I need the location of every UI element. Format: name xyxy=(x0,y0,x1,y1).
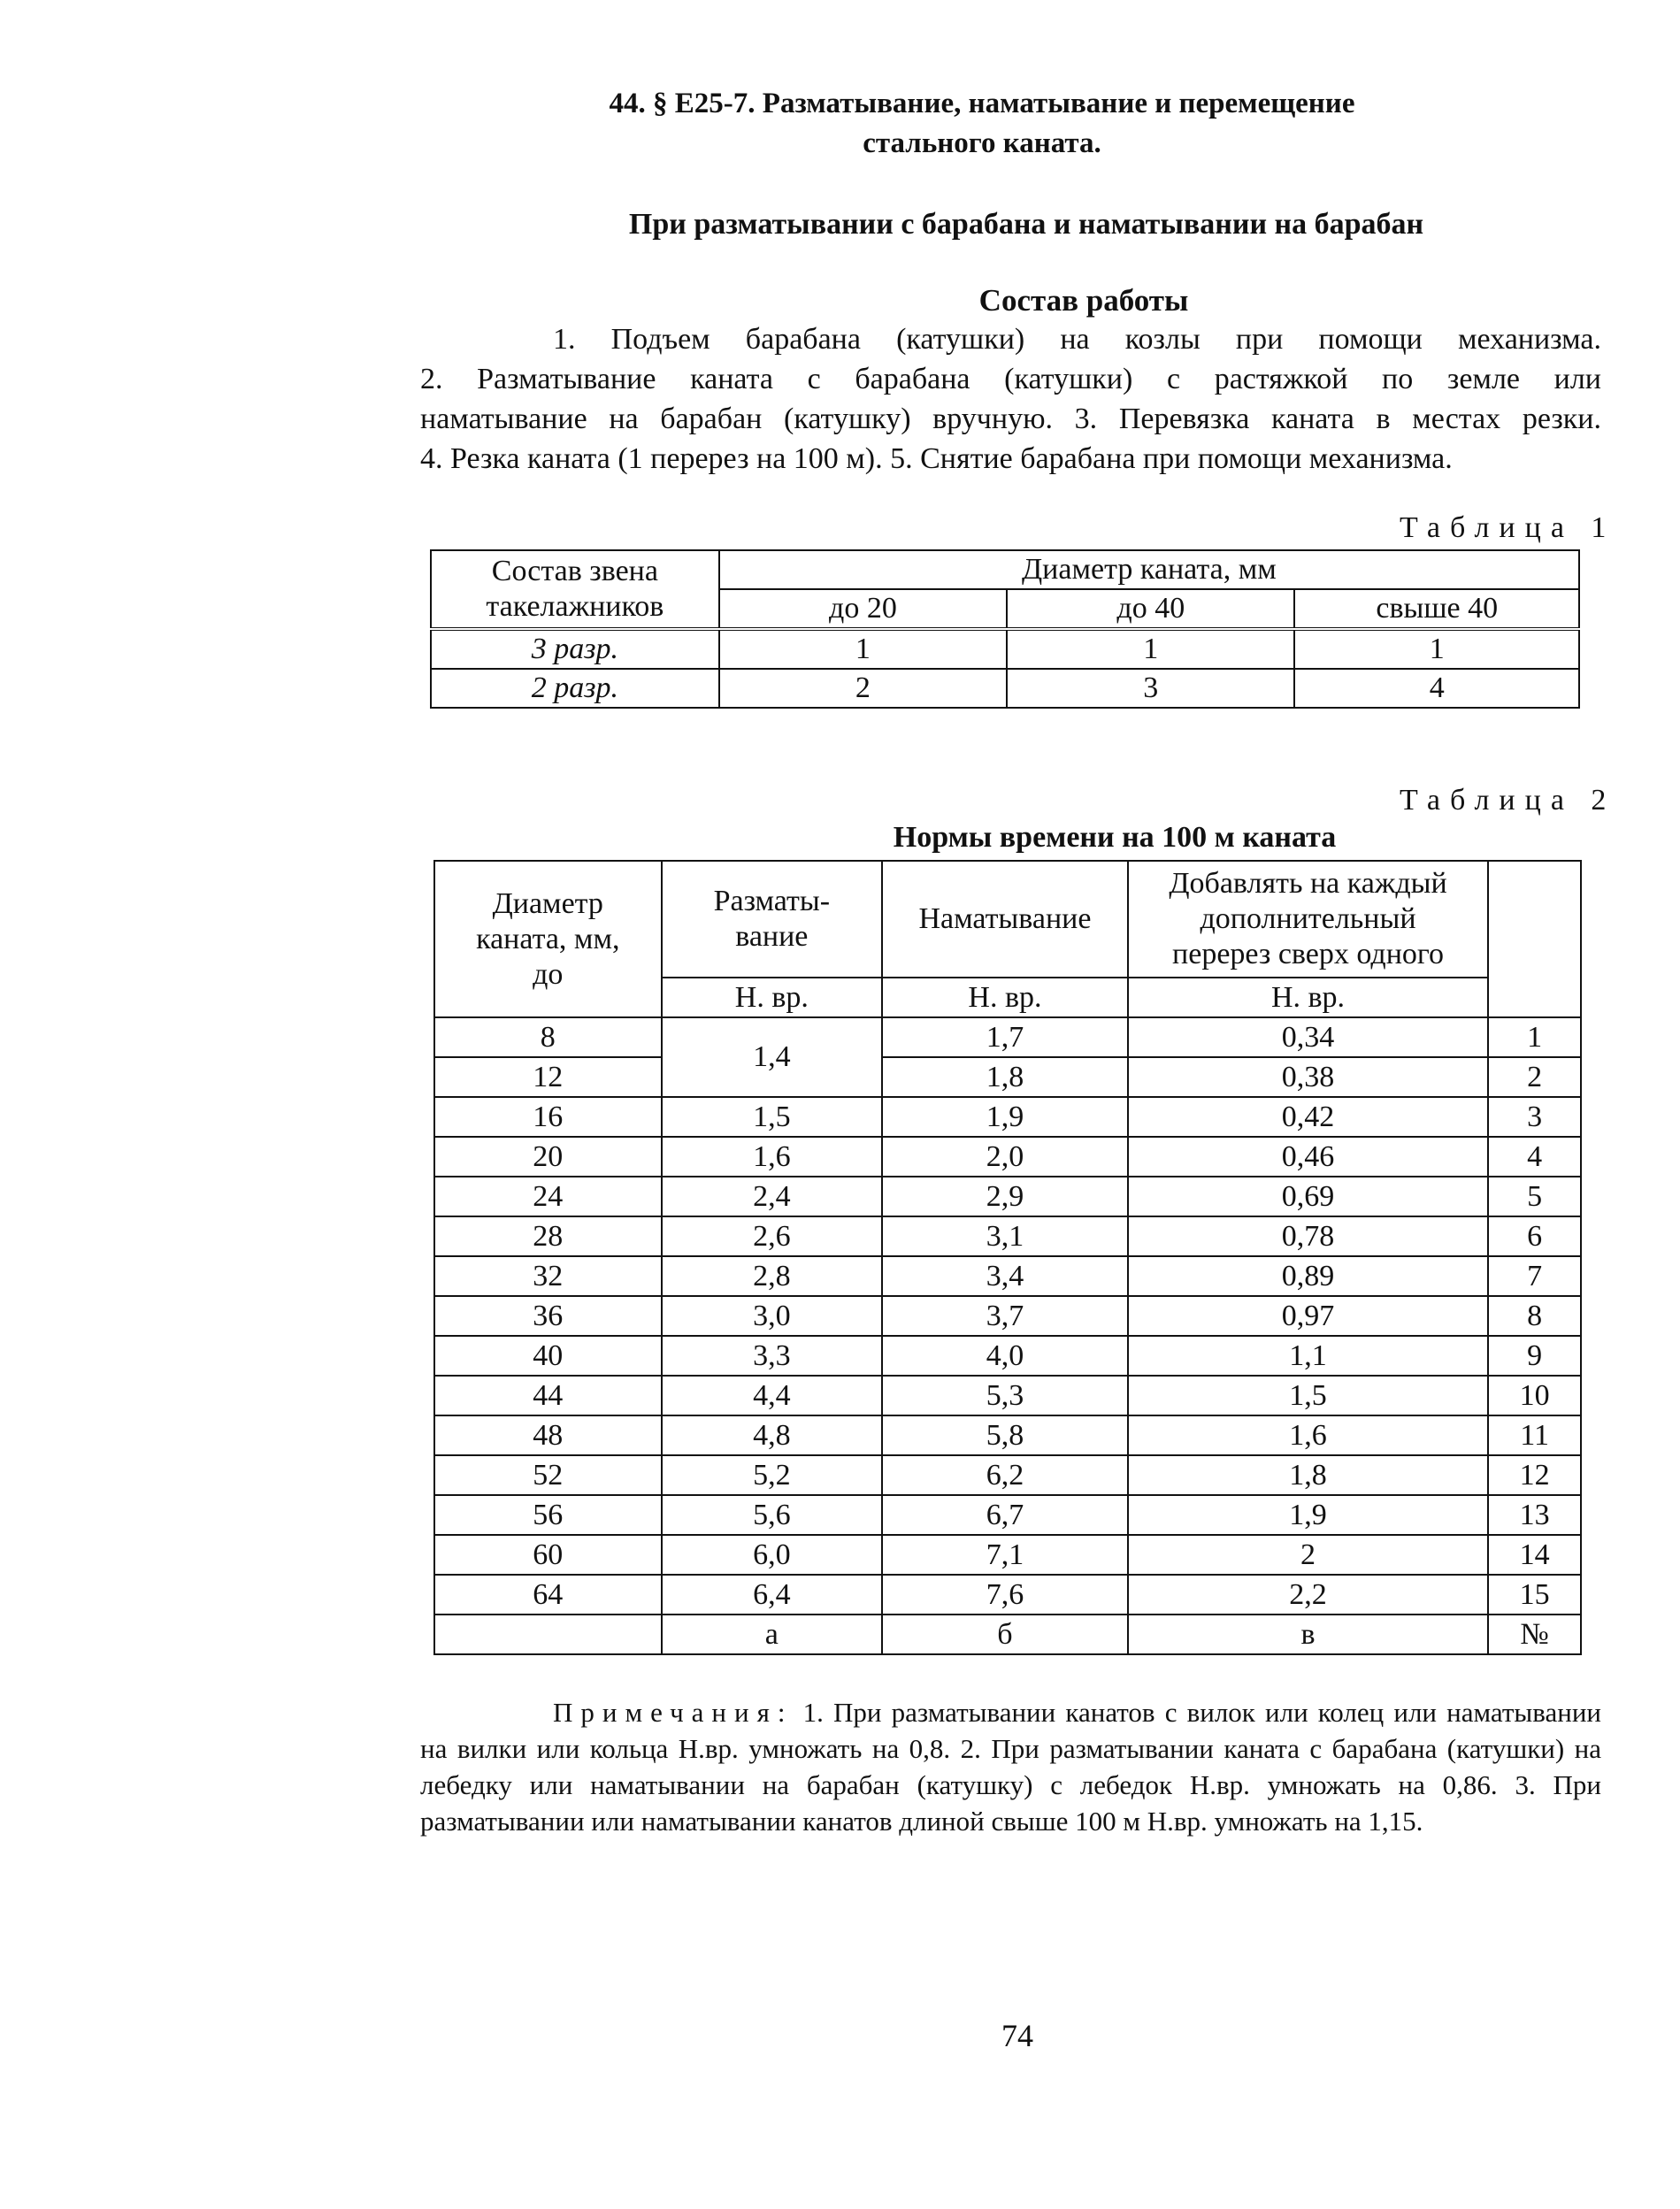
diameter-cell: 24 xyxy=(434,1177,662,1216)
table-row xyxy=(434,1057,1581,1097)
row-number-cell: 8 xyxy=(1488,1296,1581,1336)
table-row xyxy=(434,1256,1581,1296)
table2-title: Нормы времени на 100 м каната xyxy=(893,821,1337,854)
table-row xyxy=(434,1137,1581,1177)
work-description xyxy=(420,319,1601,479)
winding-cell: 3,4 xyxy=(882,1256,1128,1296)
diameter-header xyxy=(434,861,662,1017)
footer-cell: б xyxy=(882,1615,1128,1654)
table-cell: 2 xyxy=(719,669,1007,708)
footer-cell xyxy=(434,1615,662,1654)
table-cell: 1 xyxy=(719,629,1007,669)
unwinding-header xyxy=(662,861,883,978)
unit-cell: Н. вр. xyxy=(1128,978,1488,1017)
row-number-cell: 5 xyxy=(1488,1177,1581,1216)
row-number-cell: 2 xyxy=(1488,1057,1581,1097)
row-number-cell: 14 xyxy=(1488,1535,1581,1575)
winding-cell: 3,1 xyxy=(882,1216,1128,1256)
table1-label: Таблица 1 xyxy=(1400,511,1616,544)
header-line: Разматы- xyxy=(713,885,831,917)
work-line-1: 1. Подъем барабана (катушки) на козлы при помощи механизма. xyxy=(553,323,1601,356)
diameter-cell: 56 xyxy=(434,1495,662,1535)
winding-cell: 5,3 xyxy=(882,1376,1128,1415)
table-row xyxy=(434,1336,1581,1376)
row-number-cell: 13 xyxy=(1488,1495,1581,1535)
header-line: Диаметр xyxy=(492,886,603,920)
winding-cell: 6,7 xyxy=(882,1495,1128,1535)
additional-cell: 0,42 xyxy=(1128,1097,1488,1137)
crew-grade: 2 разр. xyxy=(431,669,719,708)
winding-cell: 2,0 xyxy=(882,1137,1128,1177)
winding-cell: 2,9 xyxy=(882,1177,1128,1216)
header-line: каната, мм, xyxy=(476,922,620,955)
row-number-cell: 12 xyxy=(1488,1455,1581,1495)
notes-label: Примечания: xyxy=(553,1697,794,1728)
additional-cell: 1,1 xyxy=(1128,1336,1488,1376)
row-number-cell: 4 xyxy=(1488,1137,1581,1177)
crew-grade: 3 разр. xyxy=(431,629,719,669)
winding-cell: 3,7 xyxy=(882,1296,1128,1336)
additional-cell: 1,6 xyxy=(1128,1415,1488,1455)
table-row xyxy=(434,1177,1581,1216)
winding-cell: 1,9 xyxy=(882,1097,1128,1137)
footer-cell: а xyxy=(662,1615,883,1654)
table-row xyxy=(434,1575,1581,1615)
header-line: перерез сверх одного xyxy=(1172,938,1444,970)
unwinding-cell: 2,8 xyxy=(662,1256,883,1296)
unwinding-cell: 1,5 xyxy=(662,1097,883,1137)
col-header: свыше 40 xyxy=(1294,589,1579,629)
diameter-cell: 16 xyxy=(434,1097,662,1137)
crew-table xyxy=(430,549,1580,709)
diameter-cell: 20 xyxy=(434,1137,662,1177)
header-line: дополнительный xyxy=(1200,902,1416,935)
table-row xyxy=(434,1495,1581,1535)
row-number-cell: 7 xyxy=(1488,1256,1581,1296)
diameter-cell: 8 xyxy=(434,1017,662,1057)
unwinding-cell: 2,6 xyxy=(662,1216,883,1256)
table-row xyxy=(431,629,1579,669)
table-row xyxy=(431,669,1579,708)
additional-cell: 2 xyxy=(1128,1535,1488,1575)
table2-label: Таблица 2 xyxy=(1400,784,1616,817)
page-number: 74 xyxy=(1001,2018,1033,2053)
unwinding-cell: 5,2 xyxy=(662,1455,883,1495)
additional-cell: 0,89 xyxy=(1128,1256,1488,1296)
crew-header-line-2: такелажников xyxy=(486,590,664,623)
crew-header-cell xyxy=(431,550,719,629)
unwinding-cell-merged: 1,4 xyxy=(662,1017,883,1097)
winding-cell: 1,7 xyxy=(882,1017,1128,1057)
diameter-cell: 36 xyxy=(434,1296,662,1336)
unwinding-cell: 4,8 xyxy=(662,1415,883,1455)
winding-cell: 7,6 xyxy=(882,1575,1128,1615)
table-row xyxy=(434,1216,1581,1256)
additional-cell: 1,9 xyxy=(1128,1495,1488,1535)
work-line-2: 2. Разматывание каната с барабана (катушки) с растяжкой по земле или xyxy=(420,363,1601,395)
row-number-cell: 1 xyxy=(1488,1017,1581,1057)
diameter-cell: 12 xyxy=(434,1057,662,1097)
diameter-cell: 48 xyxy=(434,1415,662,1455)
diameter-cell: 40 xyxy=(434,1336,662,1376)
diameter-cell: 60 xyxy=(434,1535,662,1575)
additional-cell: 0,38 xyxy=(1128,1057,1488,1097)
winding-header: Наматывание xyxy=(882,861,1128,978)
unwinding-cell: 3,3 xyxy=(662,1336,883,1376)
additional-cell: 1,8 xyxy=(1128,1455,1488,1495)
notes xyxy=(420,1694,1601,1839)
title-line-2: стального каната. xyxy=(863,127,1101,159)
unwinding-cell: 6,0 xyxy=(662,1535,883,1575)
table-cell: 3 xyxy=(1007,669,1294,708)
section-heading: Состав работы xyxy=(978,283,1189,318)
title-line-1: 44. § Е25-7. Разматывание, наматывание и перемещение xyxy=(609,88,1355,119)
table-cell: 4 xyxy=(1294,669,1579,708)
additional-cell: 0,46 xyxy=(1128,1137,1488,1177)
additional-cell: 0,78 xyxy=(1128,1216,1488,1256)
row-number-cell: 15 xyxy=(1488,1575,1581,1615)
table-row xyxy=(434,1296,1581,1336)
footer-cell: № xyxy=(1488,1615,1581,1654)
page-title xyxy=(495,84,1469,164)
unwinding-cell: 6,4 xyxy=(662,1575,883,1615)
subtitle: При разматывании с барабана и наматывании на барабан xyxy=(628,208,1424,241)
row-number-cell: 3 xyxy=(1488,1097,1581,1137)
diameter-cell: 32 xyxy=(434,1256,662,1296)
unwinding-cell: 2,4 xyxy=(662,1177,883,1216)
unwinding-cell: 1,6 xyxy=(662,1137,883,1177)
winding-cell: 5,8 xyxy=(882,1415,1128,1455)
unit-cell: Н. вр. xyxy=(882,978,1128,1017)
col-header: до 20 xyxy=(719,589,1007,629)
additional-cell: 0,69 xyxy=(1128,1177,1488,1216)
row-number-cell: 10 xyxy=(1488,1376,1581,1415)
diameter-cell: 44 xyxy=(434,1376,662,1415)
header-line: Добавлять на каждый xyxy=(1169,867,1447,900)
diameter-group-header: Диаметр каната, мм xyxy=(719,550,1579,589)
table-row xyxy=(434,1455,1581,1495)
additional-cell: 0,34 xyxy=(1128,1017,1488,1057)
unwinding-cell: 4,4 xyxy=(662,1376,883,1415)
unwinding-cell: 3,0 xyxy=(662,1296,883,1336)
row-number-cell: 11 xyxy=(1488,1415,1581,1455)
winding-cell: 6,2 xyxy=(882,1455,1128,1495)
notes-text: 1. При разматывании канатов с вилок или колец или наматывании на вилки или кольца Н.вр. умножать на 0,8. 2. При разматывании каната с барабана (катушки) на лебедку или наматывании на барабан (катушку) с лебедок Н.вр. умножать на 0,86. 3. При разматывании или наматывании канатов длиной свыше 100 м Н.вр. умножать на 1,15. xyxy=(420,1697,1601,1837)
table-footer-row xyxy=(434,1615,1581,1654)
header-line: до xyxy=(533,957,564,991)
table-row xyxy=(434,1097,1581,1137)
row-number-cell: 9 xyxy=(1488,1336,1581,1376)
time-norms-table xyxy=(433,860,1582,1655)
diameter-cell: 52 xyxy=(434,1455,662,1495)
table-cell: 1 xyxy=(1294,629,1579,669)
additional-cut-header xyxy=(1128,861,1488,978)
winding-cell: 4,0 xyxy=(882,1336,1128,1376)
table-cell: 1 xyxy=(1007,629,1294,669)
crew-header-line-1: Состав звена xyxy=(491,555,658,587)
table-row xyxy=(434,1415,1581,1455)
row-number-cell: 6 xyxy=(1488,1216,1581,1256)
table-row xyxy=(434,1535,1581,1575)
work-line-3: наматывание на барабан (катушку) вручную. 3. Перевязка каната в местах резки. xyxy=(420,403,1601,435)
header-line: вание xyxy=(735,920,809,953)
diameter-cell: 64 xyxy=(434,1575,662,1615)
additional-cell: 2,2 xyxy=(1128,1575,1488,1615)
winding-cell: 1,8 xyxy=(882,1057,1128,1097)
row-number-header xyxy=(1488,861,1581,1017)
additional-cell: 1,5 xyxy=(1128,1376,1488,1415)
diameter-cell: 28 xyxy=(434,1216,662,1256)
table-row xyxy=(434,1017,1581,1057)
work-line-4: 4. Резка каната (1 перерез на 100 м). 5. Снятие барабана при помощи механизма. xyxy=(420,442,1453,475)
table-row xyxy=(434,1376,1581,1415)
winding-cell: 7,1 xyxy=(882,1535,1128,1575)
footer-cell: в xyxy=(1128,1615,1488,1654)
unit-cell: Н. вр. xyxy=(662,978,883,1017)
unwinding-cell: 5,6 xyxy=(662,1495,883,1535)
additional-cell: 0,97 xyxy=(1128,1296,1488,1336)
col-header: до 40 xyxy=(1007,589,1294,629)
